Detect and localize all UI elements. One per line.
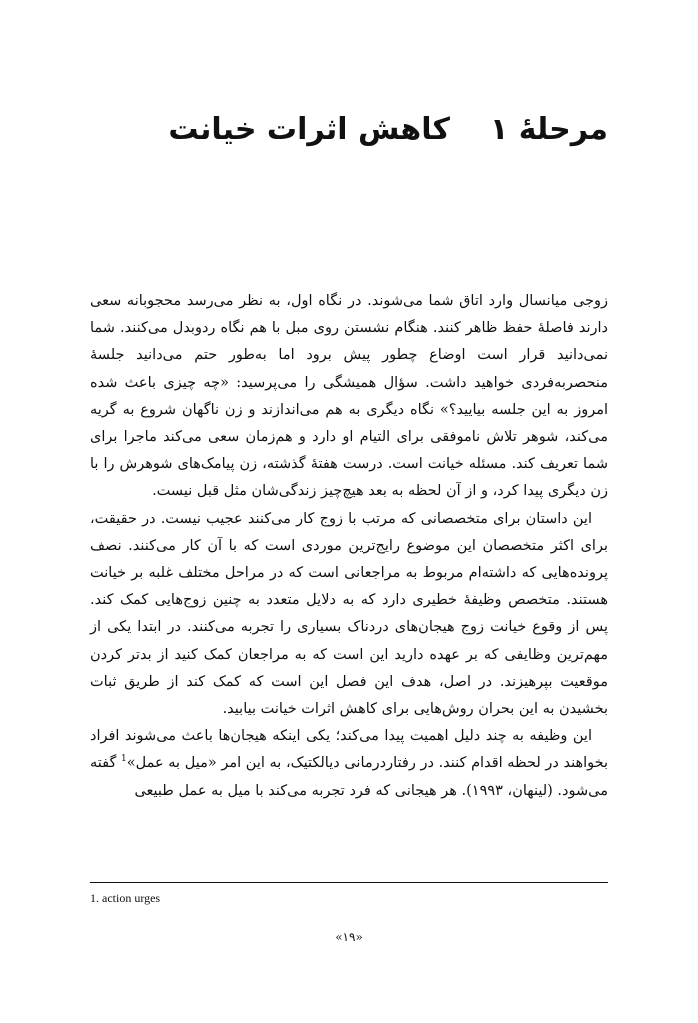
body-text [90,288,608,805]
paragraph-1: زوجی میانسال وارد اتاق شما می‌شوند. در نگاه اول، به نظر می‌رسد محجوبانه سعی دارند فاصلهٔ حفظ ظاهر کنند. هنگام نشستن روی مبل با هم نگاه ردوبدل می‌کنند. شما نمی‌دانید قرار است اوضاع چطور پیش برود اما به‌طور حتم می‌دانید جلسهٔ منحصربه‌فردی خواهید داشت. سؤال همیشگی را می‌پرسید: «چه چیزی باعث شده امروز به این جلسه بیایید؟» نگاه دیگری به هم می‌اندازند و زن ناگهان شروع به گریه می‌کند، شوهر تلاش ناموفقی برای التیام او دارد و هم‌زمان سعی می‌کند ماجرا برای شما تعریف کند. مسئله خیانت است. درست هفتهٔ گذشته، زن پیامک‌های شوهرش را با زن دیگری پیدا کرد، و از آن لحظه به بعد هیچ‌چیز زندگی‌شان مثل قبل نیست. [90,293,608,500]
paragraph-3 [90,723,608,805]
chapter-title [168,112,608,147]
footnote-marker: 1 [121,754,127,765]
chapter-stage-label: مرحلهٔ ۱ [489,112,608,148]
footnote-text: 1. action urges [90,891,161,905]
footnote-divider [90,882,608,883]
chapter-title-text: کاهش اثرات خیانت [168,112,450,148]
paragraph-3-text: این وظیفه به چند دلیل اهمیت پیدا می‌کند؛ یکی اینکه هیجان‌ها باعث می‌شوند افراد بخواهند در لحظه اقدام کنند. در رفتاردرمانی دیالکتیک، به این امر «میل به عمل»$^1$ گفته می‌شود. (لینهان، ۱۹۹۳). هر هیجانی که فرد تجربه می‌کند با میل به عمل طبیعی [90,728,609,799]
page-number: «۱۹» [335,930,363,944]
paragraph-2: این داستان برای متخصصانی که مرتب با زوج کار می‌کنند عجیب نیست. در حقیقت، برای اکثر متخصصان این موضوع رایج‌ترین موردی است که با آن کار می‌کنند. نصف پرونده‌هایی که داشته‌ام مربوط به مراجعانی است که در مراحل مختلف غلبه بر خیانت هستند. متخصص وظیفهٔ خطیری دارد که به دلایل متعدد به چنین زوج‌هایی کمک کند. پس از وقوع خیانت زوج هیجان‌های دردناک بسیاری را تجربه می‌کنند. در ابتدا یکی از مهم‌ترین وظایفی که بر عهده دارید این است که به مراجعان کمک کنید از بدتر کردن موقعیت بپرهیزند. در اصل، هدف این فصل این است که کمک کند از طریق ثبات بخشیدن به این بحران روش‌هایی برای کاهش اثرات خیانت بیابید. [90,510,608,718]
footnote [90,891,160,906]
